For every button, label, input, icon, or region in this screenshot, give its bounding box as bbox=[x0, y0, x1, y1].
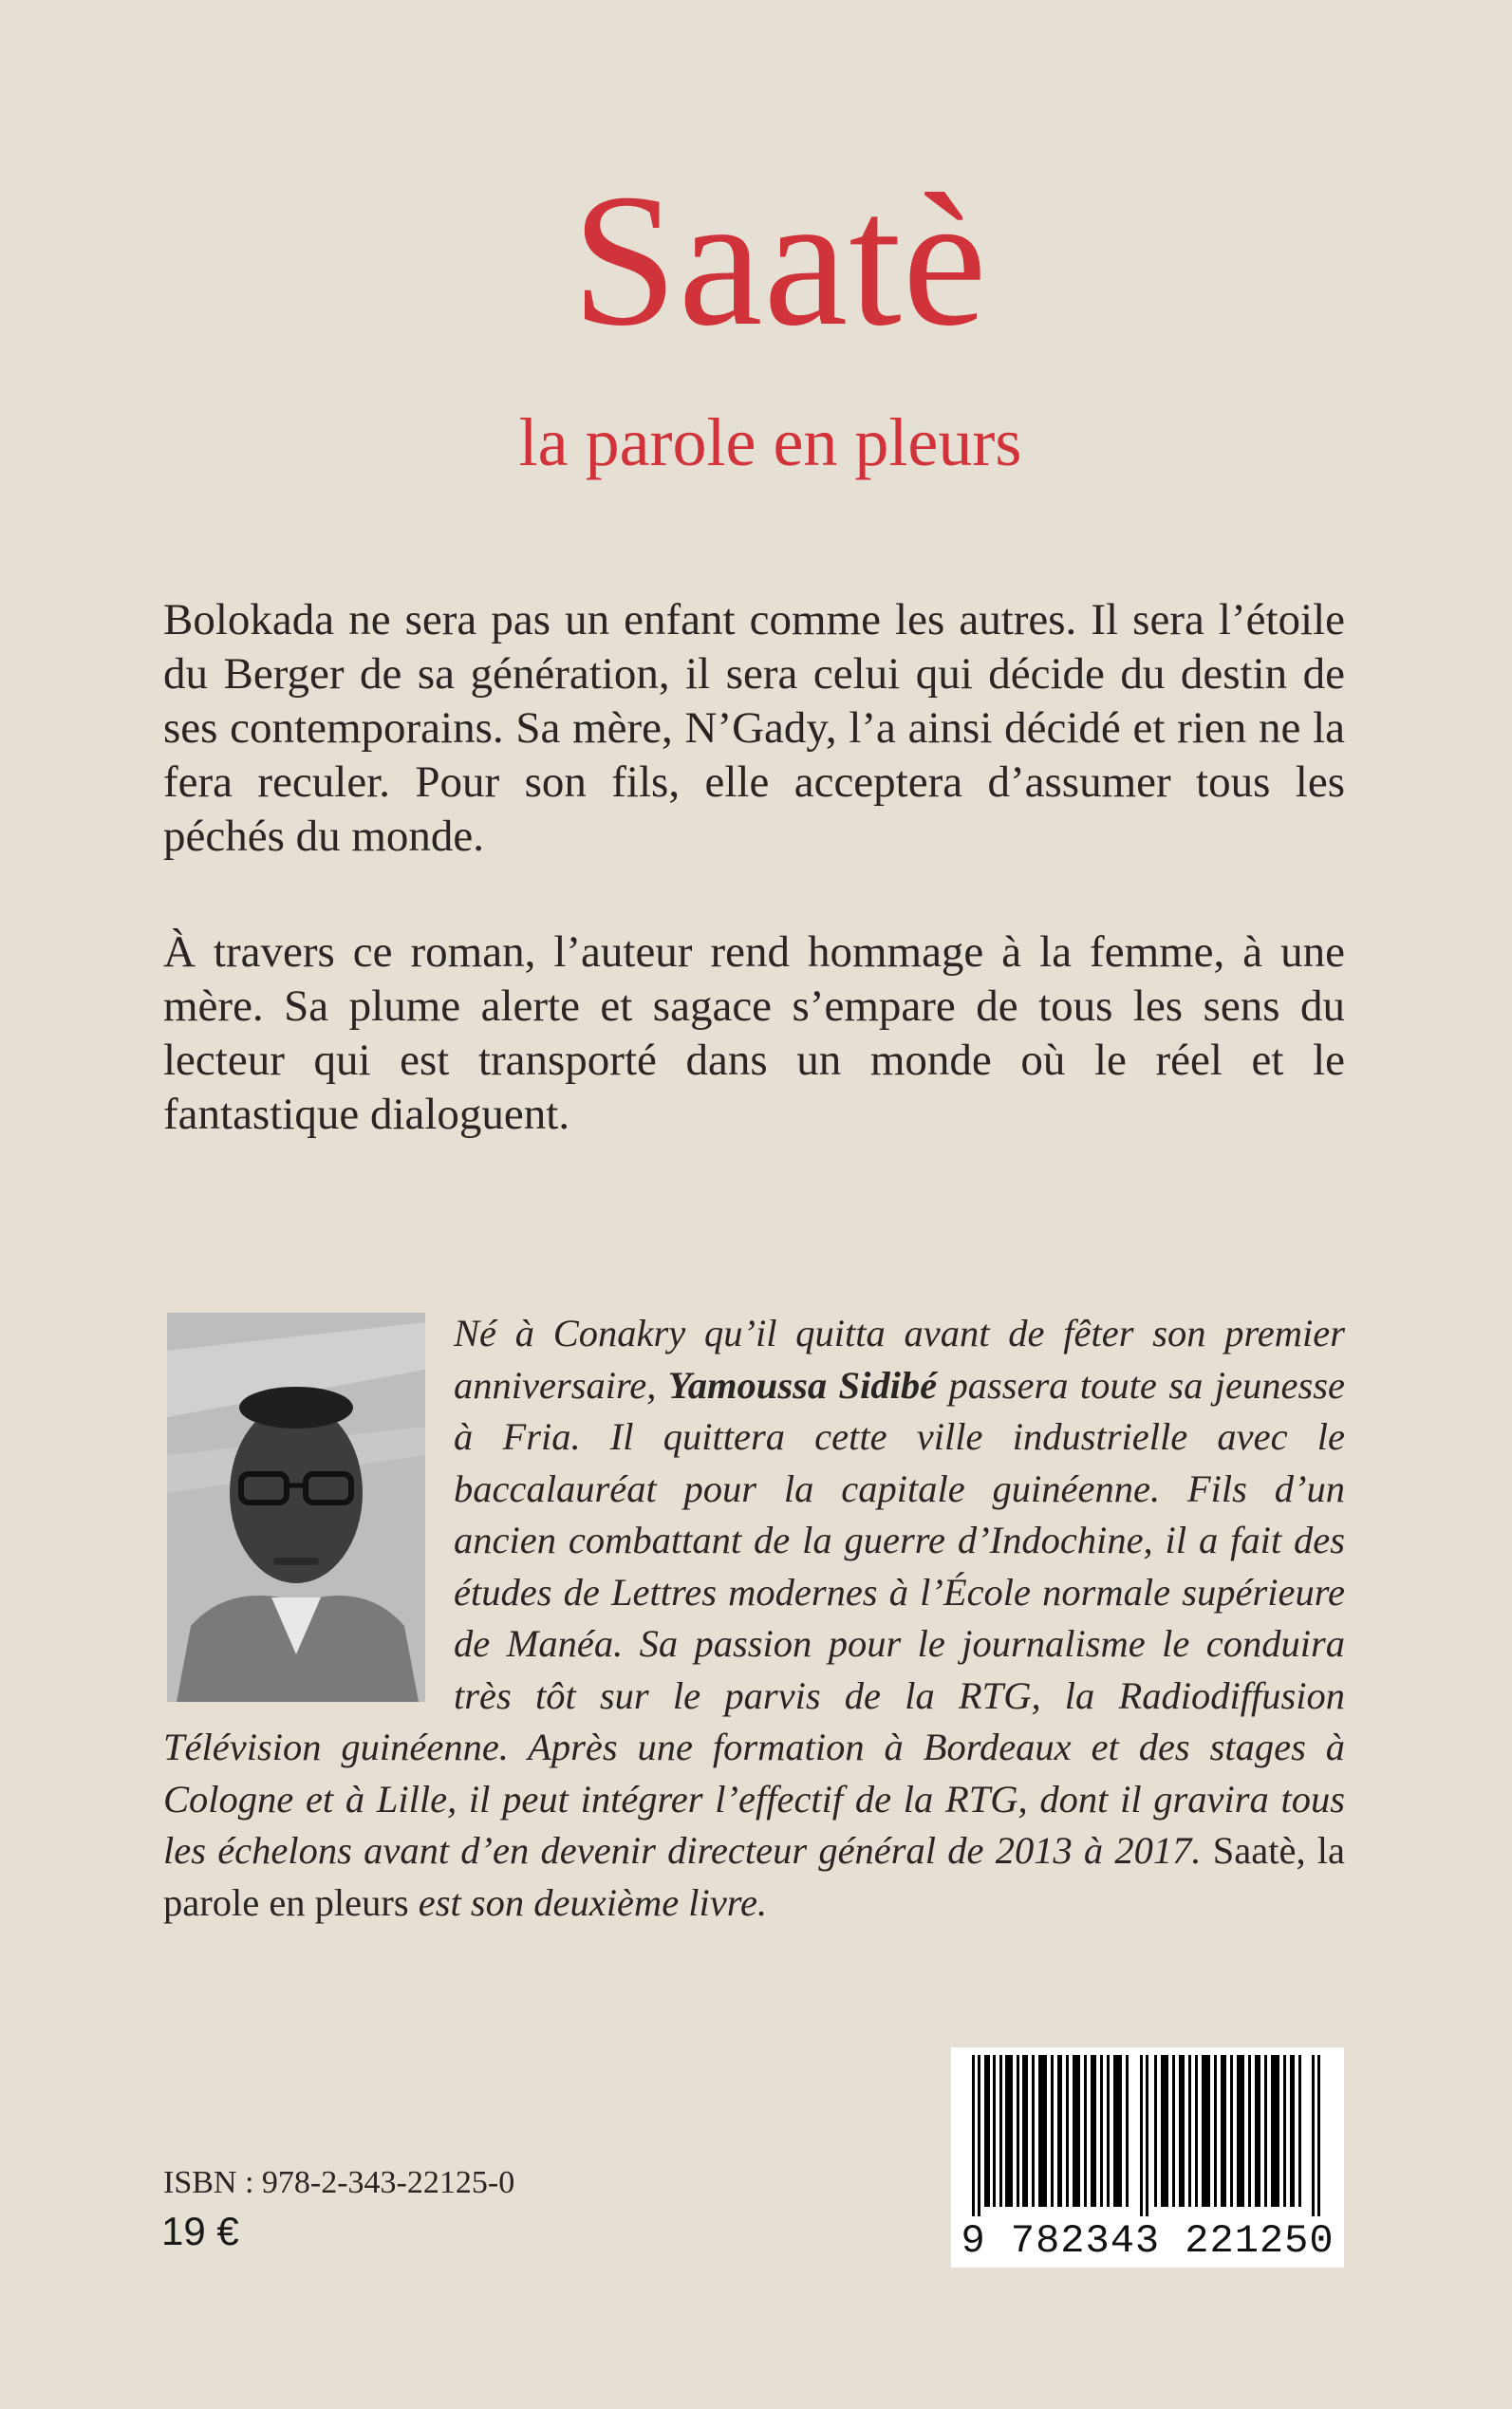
bio-intro: Né à Conakry qu’il quitta avant de fêter son premier anniversaire, bbox=[454, 1312, 1345, 1407]
bio-body: passera toute sa jeunesse à Fria. Il quittera cette ville industrielle avec le baccalauréat pour la capitale guinéenne. Fils d’un ancien combattant de la guerre d’Indochine, il a fait des études de Lettres modernes à l’École normale supérieure de Manéa. Sa passion pour le journalisme le conduira très tôt sur le parvis de la RTG, la Radiodiffusion Télévision guinéenne. Après une formation à Bordeaux et des stages à Cologne et à Lille, il peut intégrer l’effectif de la RTG, dont il gravira tous les échelons avant d’en devenir directeur général de 2013 à 2017. bbox=[163, 1363, 1345, 1872]
author-photo bbox=[167, 1313, 425, 1702]
author-bio bbox=[163, 1308, 1345, 1929]
bio-book-title: Saatè, la parole en pleurs bbox=[163, 1829, 1346, 1924]
barcode-bars bbox=[972, 2055, 1323, 2216]
author-name: Yamoussa Sidibé bbox=[667, 1363, 938, 1407]
blurb-paragraph-2: À travers ce roman, l’auteur rend hommage à la femme, à une mère. Sa plume alerte et sagace s’empare de tous les sens du lecteur qui est transporté dans un monde où le réel et le fantastique dialoguent. bbox=[163, 927, 1345, 1139]
isbn: ISBN : 978-2-343-22125-0 bbox=[163, 2165, 515, 2200]
book-title: Saatè bbox=[571, 156, 988, 365]
blurb-paragraph-1: Bolokada ne sera pas un enfant comme les autres. Il sera l’étoile du Berger de sa génération, il sera celui qui décide du destin de ses contemporains. Sa mère, N’Gady, l’a ainsi décidé et rien ne la fera reculer. Pour son fils, elle acceptera d’assumer tous les péchés du monde. bbox=[163, 595, 1345, 861]
price: 19 € bbox=[161, 2209, 239, 2253]
barcode-digits: 9 782343 221250 bbox=[961, 2218, 1335, 2264]
book-subtitle: la parole en pleurs bbox=[518, 404, 1022, 480]
bio-outro: est son deuxième livre. bbox=[408, 1880, 768, 1924]
barcode bbox=[951, 2047, 1344, 2268]
